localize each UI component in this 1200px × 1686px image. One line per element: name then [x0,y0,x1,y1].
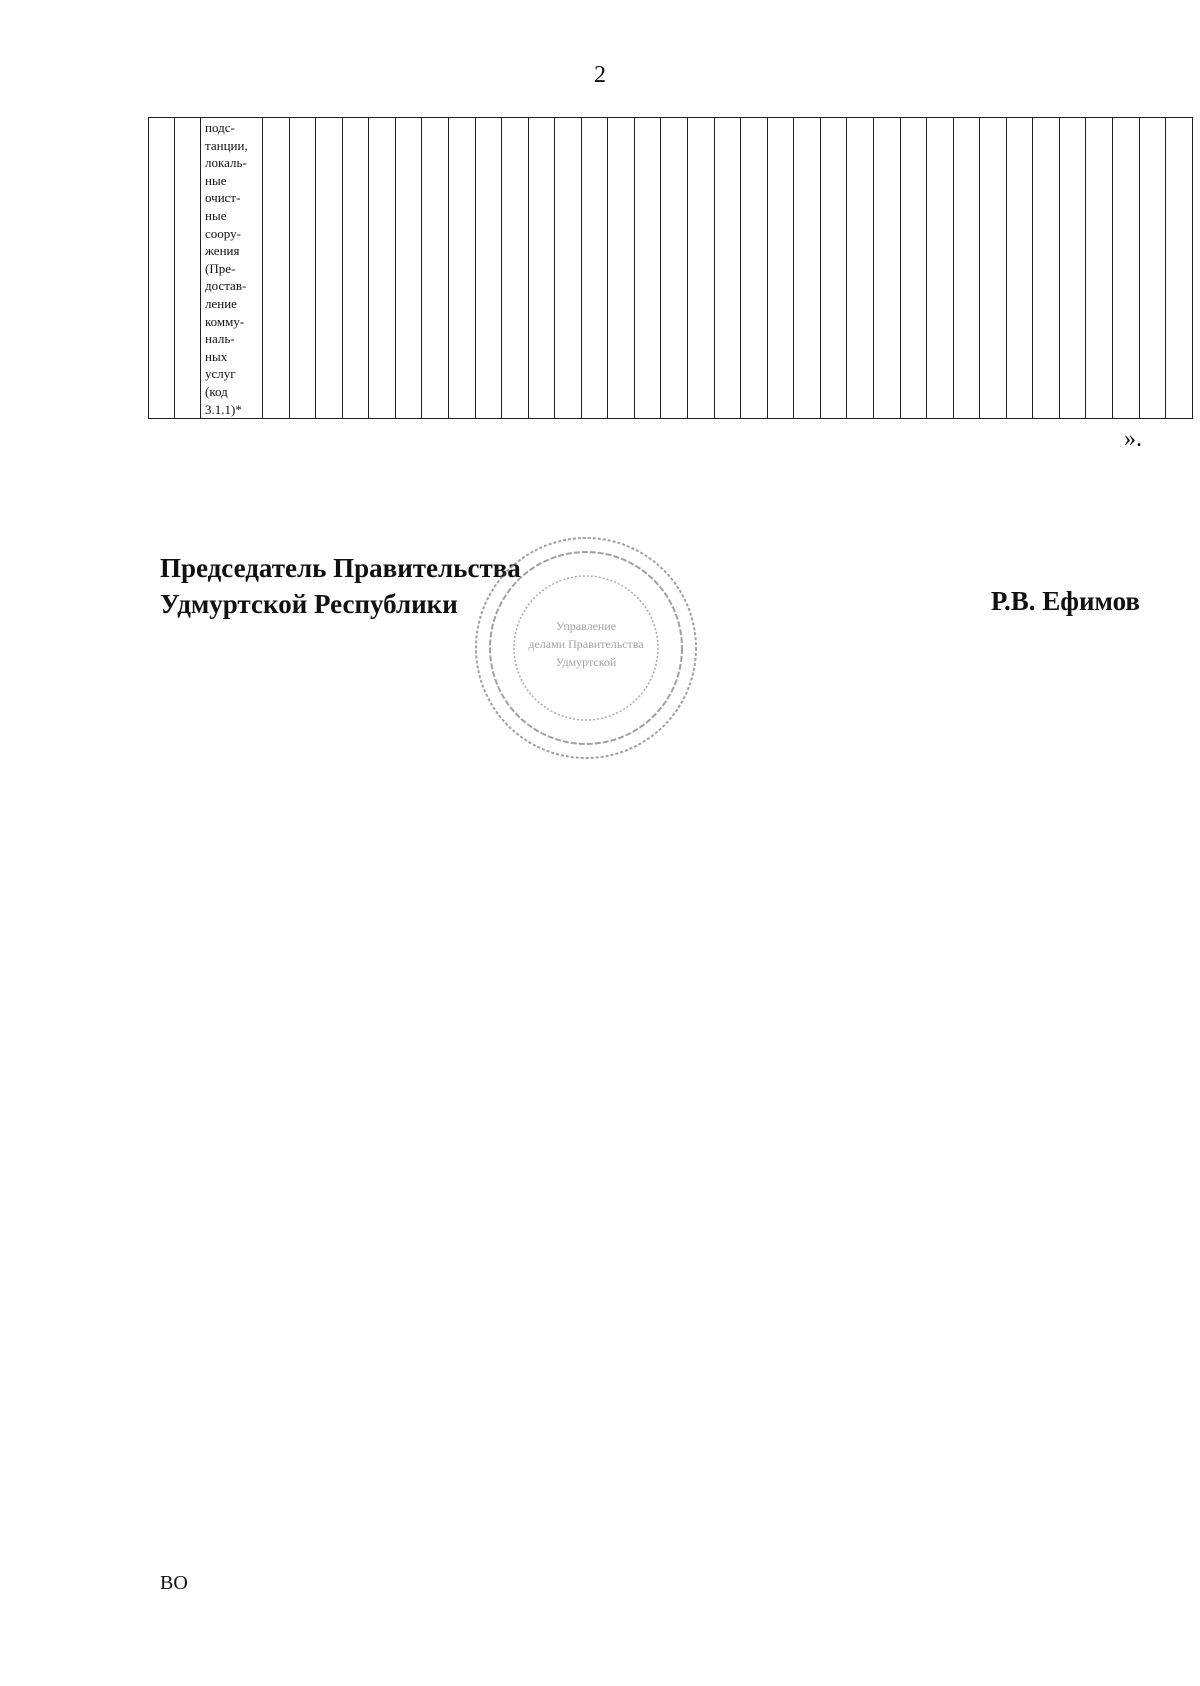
cell-text-line: ные [205,172,227,188]
svg-text:Удмуртской: Удмуртской [555,655,617,669]
cell-text-line: (Пре- [205,260,236,276]
svg-text:Управление: Управление [555,619,617,633]
footer-code: ВО [160,1572,188,1594]
cell-text-line: локаль- [205,155,247,171]
table-cell-empty [714,118,741,419]
table-cell-empty [316,118,343,419]
table-cell-empty [1139,118,1166,419]
table-cell-empty [555,118,582,419]
official-seal-stamp [470,532,702,764]
continuation-table [148,117,1193,419]
closing-quote-mark: ». [1124,426,1142,452]
page-number: 2 [594,62,606,88]
table-cell-empty [1006,118,1033,419]
table-cell-empty [794,118,821,419]
table-cell-empty [395,118,422,419]
cell-text-line: ных [205,348,228,364]
table-cell-empty [661,118,688,419]
cell-text-line: комму- [205,313,245,329]
table-cell-empty [149,118,175,419]
cell-text-line: соору- [205,225,241,241]
table-row [149,118,1193,419]
table-cell-empty [688,118,715,419]
cell-text-line: танции, [205,137,248,153]
table-cell-empty [342,118,369,419]
table-cell-empty [263,118,290,419]
signatory-title-line-1: Председатель Правительства [160,553,521,583]
table-cell-empty [1113,118,1140,419]
table-cell-empty [608,118,635,419]
table-cell-empty [1166,118,1193,419]
cell-text-line: 3.1.1)* [205,401,242,417]
table-cell-empty [175,118,201,419]
table-cell-empty [873,118,900,419]
table-cell-empty [900,118,927,419]
table-cell-empty [767,118,794,419]
table-cell-empty [1059,118,1086,419]
cell-text-line: (код [205,383,228,399]
table-cell-empty [581,118,608,419]
cell-text-line: очист- [205,190,241,206]
table-cell-empty [528,118,555,419]
table-cell-empty [475,118,502,419]
cell-text-line: жения [205,243,240,259]
signatory-title [160,550,521,622]
cell-text-line: услуг [205,366,236,382]
cell-text-line: наль- [205,331,235,347]
cell-text-line: подс- [205,120,235,135]
table-cell-empty [980,118,1007,419]
table-cell-empty [422,118,449,419]
table-cell-empty [448,118,475,419]
table-cell-empty [1086,118,1113,419]
signatory-title-line-2: Удмуртской Республики [160,589,458,619]
table-cell-empty [369,118,396,419]
table-cell-empty [502,118,529,419]
table-cell-empty [927,118,954,419]
table-cell-empty [634,118,661,419]
cell-text-line: достав- [205,278,247,294]
cell-text-line: ные [205,207,227,223]
signatory-name: Р.В. Ефимов [990,586,1140,616]
table-cell-description [201,118,263,419]
table-cell-empty [953,118,980,419]
table-cell-empty [847,118,874,419]
table-cell-empty [820,118,847,419]
table-cell-empty [741,118,768,419]
cell-text-line: ление [205,295,237,311]
table-cell-empty [1033,118,1060,419]
svg-text:делами Правительства: делами Правительства [528,637,644,651]
table-cell-empty [289,118,316,419]
